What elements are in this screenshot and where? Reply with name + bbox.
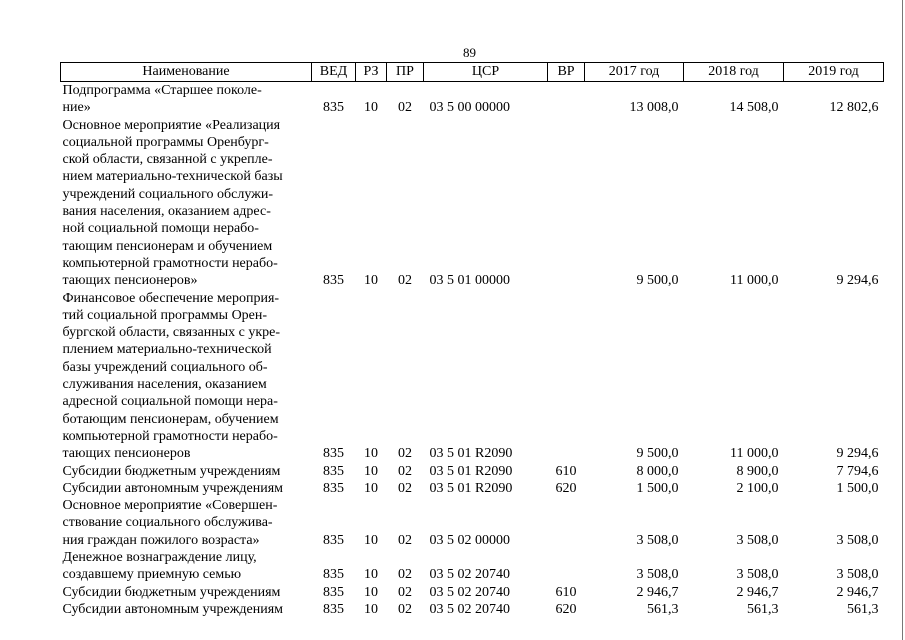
- name-line: нием материально-технической базы: [62, 169, 283, 185]
- table-row: [61, 480, 884, 497]
- value-2019-cell: 3 508,0: [836, 532, 879, 548]
- name-cell: [61, 463, 312, 480]
- value-2017-cell: 561,3: [647, 601, 679, 617]
- name-line: ния граждан пожилого возраста»: [62, 532, 260, 548]
- name-line: вания населения, оказанием адрес-: [62, 204, 271, 220]
- table-row: [61, 584, 884, 601]
- budget-table: [60, 62, 884, 618]
- name-line: учреждений социального обслужи-: [62, 186, 273, 202]
- rz-cell: 10: [364, 463, 378, 479]
- value-2019-cell: 561,3: [847, 601, 879, 617]
- name-line: плением материально-технической: [62, 342, 272, 358]
- name-line: адресной социальной помощи нера-: [62, 394, 278, 410]
- value-2017-cell: 9 500,0: [636, 446, 679, 462]
- ved-cell: 835: [323, 567, 344, 583]
- value-2018-cell: 3 508,0: [736, 532, 779, 548]
- name-line: Субсидии автономным учреждениям: [62, 480, 284, 496]
- csr-cell: 03 5 01 R2090: [429, 480, 513, 496]
- name-line: создавшему приемную семью: [62, 567, 242, 583]
- name-line: компьютерной грамотности нерабо-: [62, 255, 278, 271]
- ved-cell: 835: [323, 601, 344, 617]
- pr-cell: 02: [398, 273, 412, 289]
- vr-cell: 610: [555, 584, 577, 600]
- pr-cell: 02: [398, 446, 412, 462]
- table-body: [61, 82, 884, 619]
- name-line: компьютерной грамотности нерабо-: [62, 428, 278, 444]
- header-csr: ЦСР: [424, 63, 548, 82]
- name-line: тающих пенсионеров»: [62, 273, 198, 289]
- name-cell: [61, 584, 312, 601]
- table-row: [61, 601, 884, 618]
- value-2017-cell: 1 500,0: [636, 480, 679, 496]
- vr-cell: [548, 117, 585, 290]
- pr-cell: 02: [398, 532, 412, 548]
- csr-cell: 03 5 02 20740: [429, 601, 510, 617]
- table-row: [61, 117, 884, 290]
- name-line: Субсидии бюджетным учреждениям: [62, 463, 281, 479]
- name-line: ние»: [62, 100, 91, 116]
- rz-cell: 10: [364, 567, 378, 583]
- table-row: [61, 549, 884, 584]
- value-2019-cell: 7 794,6: [836, 463, 879, 479]
- rz-cell: 10: [364, 584, 378, 600]
- name-line: ботающим пенсионерам, обучением: [62, 411, 279, 427]
- value-2018-cell: 2 946,7: [736, 584, 779, 600]
- value-2017-cell: 13 008,0: [629, 100, 679, 116]
- value-2019-cell: 12 802,6: [829, 100, 879, 116]
- name-line: Подпрограмма «Старшее поколе-: [62, 83, 262, 98]
- rz-cell: 10: [364, 273, 378, 289]
- header-2017: 2017 год: [585, 63, 684, 82]
- value-2017-cell: 9 500,0: [636, 273, 679, 289]
- name-line: ской области, связанной с укрепле-: [62, 152, 273, 168]
- vr-cell: 610: [555, 463, 577, 479]
- rz-cell: 10: [364, 446, 378, 462]
- rz-cell: 10: [364, 100, 378, 116]
- name-line: тающим пенсионерам и обучением: [62, 238, 273, 254]
- name-cell: [61, 601, 312, 618]
- csr-cell: 03 5 01 R2090: [429, 463, 513, 479]
- name-line: Основное мероприятие «Совершен-: [62, 498, 278, 514]
- ved-cell: 835: [323, 463, 344, 479]
- name-cell: [61, 549, 312, 584]
- name-cell: [61, 497, 312, 549]
- name-line: тающих пенсионеров: [62, 446, 191, 462]
- value-2017-cell: 3 508,0: [636, 567, 679, 583]
- vr-cell: [548, 290, 585, 463]
- header-ved: ВЕД: [312, 63, 356, 82]
- value-2018-cell: 14 508,0: [729, 100, 779, 116]
- value-2017-cell: 8 000,0: [636, 463, 679, 479]
- csr-cell: 03 5 01 R2090: [429, 446, 513, 462]
- name-line: Денежное вознаграждение лицу,: [62, 550, 257, 566]
- value-2018-cell: 11 000,0: [730, 273, 779, 289]
- value-2018-cell: 2 100,0: [736, 480, 779, 496]
- value-2018-cell: 8 900,0: [736, 463, 779, 479]
- value-2018-cell: 11 000,0: [730, 446, 779, 462]
- page-number: 89: [463, 45, 476, 60]
- value-2019-cell: 2 946,7: [836, 584, 879, 600]
- vr-cell: [548, 497, 585, 549]
- pr-cell: 02: [398, 584, 412, 600]
- table-row: [61, 82, 884, 117]
- name-line: Субсидии автономным учреждениям: [62, 601, 284, 617]
- table-header: [61, 63, 884, 82]
- csr-cell: 03 5 01 00000: [429, 273, 510, 289]
- header-2019: 2019 год: [784, 63, 884, 82]
- name-line: служивания населения, оказанием: [62, 377, 267, 393]
- pr-cell: 02: [398, 567, 412, 583]
- csr-cell: 03 5 02 20740: [429, 567, 510, 583]
- name-line: Субсидии бюджетным учреждениям: [62, 584, 281, 600]
- name-line: ствование социального обслужива-: [62, 515, 273, 531]
- name-line: социальной программы Оренбург-: [62, 134, 269, 150]
- name-line: базы учреждений социального об-: [62, 359, 268, 375]
- value-2018-cell: 561,3: [747, 601, 779, 617]
- pr-cell: 02: [398, 100, 412, 116]
- csr-cell: 03 5 02 00000: [429, 532, 510, 548]
- header-2018: 2018 год: [684, 63, 784, 82]
- name-cell: [61, 480, 312, 497]
- value-2017-cell: 3 508,0: [636, 532, 679, 548]
- name-line: Основное мероприятие «Реализация: [62, 117, 281, 133]
- value-2019-cell: 9 294,6: [836, 273, 879, 289]
- table-row: [61, 290, 884, 463]
- header-name: Наименование: [61, 63, 312, 82]
- rz-cell: 10: [364, 532, 378, 548]
- header-vr: ВР: [548, 63, 585, 82]
- vr-cell: 620: [555, 601, 577, 617]
- table-row: [61, 497, 884, 549]
- name-line: бургской области, связанных с укре-: [62, 325, 281, 341]
- rz-cell: 10: [364, 480, 378, 496]
- value-2017-cell: 2 946,7: [636, 584, 679, 600]
- name-cell: [61, 117, 312, 290]
- page-edge-line: [902, 0, 903, 640]
- name-line: тий социальной программы Орен-: [62, 307, 268, 323]
- name-cell: [61, 290, 312, 463]
- value-2018-cell: 3 508,0: [736, 567, 779, 583]
- vr-cell: [548, 549, 585, 584]
- rz-cell: 10: [364, 601, 378, 617]
- ved-cell: 835: [323, 273, 344, 289]
- pr-cell: 02: [398, 463, 412, 479]
- ved-cell: 835: [323, 480, 344, 496]
- name-line: ной социальной помощи нерабо-: [62, 221, 259, 237]
- value-2019-cell: 3 508,0: [836, 567, 879, 583]
- header-rz: РЗ: [356, 63, 387, 82]
- header-pr: ПР: [387, 63, 424, 82]
- value-2019-cell: 1 500,0: [836, 480, 879, 496]
- csr-cell: 03 5 02 20740: [429, 584, 510, 600]
- table-row: [61, 463, 884, 480]
- ved-cell: 835: [323, 532, 344, 548]
- ved-cell: 835: [323, 100, 344, 116]
- name-line: Финансовое обеспечение мероприя-: [62, 290, 280, 306]
- ved-cell: 835: [323, 584, 344, 600]
- pr-cell: 02: [398, 480, 412, 496]
- name-cell: [61, 82, 312, 117]
- ved-cell: 835: [323, 446, 344, 462]
- value-2019-cell: 9 294,6: [836, 446, 879, 462]
- pr-cell: 02: [398, 601, 412, 617]
- csr-cell: 03 5 00 00000: [429, 100, 510, 116]
- vr-cell: [548, 82, 585, 117]
- vr-cell: 620: [555, 480, 577, 496]
